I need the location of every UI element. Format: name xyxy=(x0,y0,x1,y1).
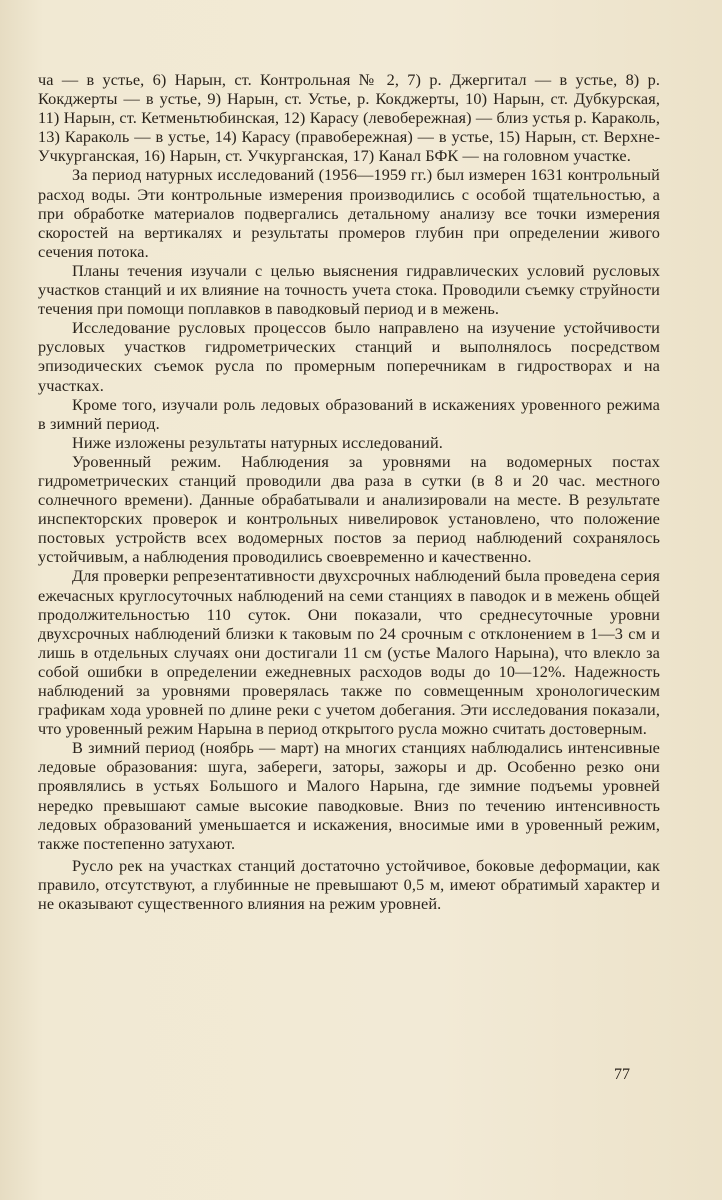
paragraph-representativeness: Для проверки репрезентативности двухсрочных наблюдений была проведена серия ежечасных круглосуточных наблюдений на семи станциях в паводок и в межень общей продолжительностью 110 суток. Они показали, что среднесуточные уровни двухсрочных наблюдений близки к таковым по 24 срочным с отклонением в 1—3 см и лишь в отдельных случаях они достигали 11 см (устье Малого Нарына), что влекло за собой ошибки в определении ежедневных расходов воды до 10—12%. Надежность наблюдений за уровнями проверялась также по совмещенным хронологическим графикам хода уровней по длине реки с учетом добегания. Эти исследования показали, что уровенный режим Нарына в период открытого русла можно считать достоверным. xyxy=(38,566,660,739)
paragraph-flow-plans: Планы течения изучали с целью выяснения гидравлических условий русловых участков станций и их влияние на точность учета стока. Проводили съемку струйности течения при помощи поплавков в паводковый период и в межень. xyxy=(38,260,660,319)
paragraph-level-regime: Уровенный режим. Наблюдения за уровнями на водомерных постах гидрометрических станций проводили два раза в сутки (в 8 и 20 час. местного солнечного времени). Данные обрабатывали и анализировали на месте. В результате инспекторских проверок и контрольных нивелировок установлено, что положение постовых устройств всех водомерных постов за период наблюдений сохранялось устойчивым, а наблюдения проводились своевременно и качественно. xyxy=(38,451,660,567)
paragraph-control-discharges: За период натурных исследований (1956—1959 гг.) был измерен 1631 контрольный расход воды. Эти контрольные измерения производились с особой тщательностью, а при обработке материалов подвергались детальному анализу все точки измерения скоростей на вертикалях и результаты промеров глубин при определении живого сечения потока. xyxy=(38,165,660,261)
paragraph-winter-period: В зимний период (ноябрь — март) на многих станциях наблюдались интенсивные ледовые образования: шуга, забереги, заторы, зажоры и др. Особенно резко они проявлялись в устьях Большого и Малого Нарына, где зимние подъемы уровней нередко превышают самые высокие паводковые. Вниз по течению интенсивность ледовых образований уменьшается и искажения, вносимые ими в уровенный режим, также постепенно затухают. xyxy=(38,738,660,853)
paragraph-channel-processes: Исследование русловых процессов было направлено на изучение устойчивости русловых участков гидрометрических станций и выполнялось посредством эпизодических съемок русла по промерным поперечникам в гидростворах и на участках. xyxy=(38,318,660,395)
body-text xyxy=(38,70,660,913)
paragraph-channel-stability: Русло рек на участках станций достаточно устойчивое, боковые деформации, как правило, отсутствуют, а глубинные не превышают 0,5 м, имеют обратимый характер и не оказывают существенного влияния на режим уровней. xyxy=(38,855,660,914)
paragraph-ice-formations-role: Кроме того, изучали роль ледовых образований в искажениях уровенного режима в зимний период. xyxy=(38,394,660,433)
page-number: 77 xyxy=(614,1066,630,1083)
paragraph-results-intro: Ниже изложены результаты натурных исследований. xyxy=(72,432,443,452)
paragraph-station-list-continuation: ча — в устье, 6) Нарын, ст. Контрольная № 2, 7) р. Джергитал — в устье, 8) р. Кокджерты — в устье, 9) Нарын, ст. Устье, р. Кокджерты, 10) Нарын, ст. Дубкурская, 11) Нарын, ст. Кетменьтюбинская, 12) Карасу (левобережная) — близ устья р. Караколь, 13) Караколь — в устье, 14) Карасу (правобережная) — в устье, 15) Нарын, ст. Верхне-Учкурганская, 16) Нарын, ст. Учкурганская, 17) Канал БФК — на головном участке. xyxy=(38,70,660,166)
